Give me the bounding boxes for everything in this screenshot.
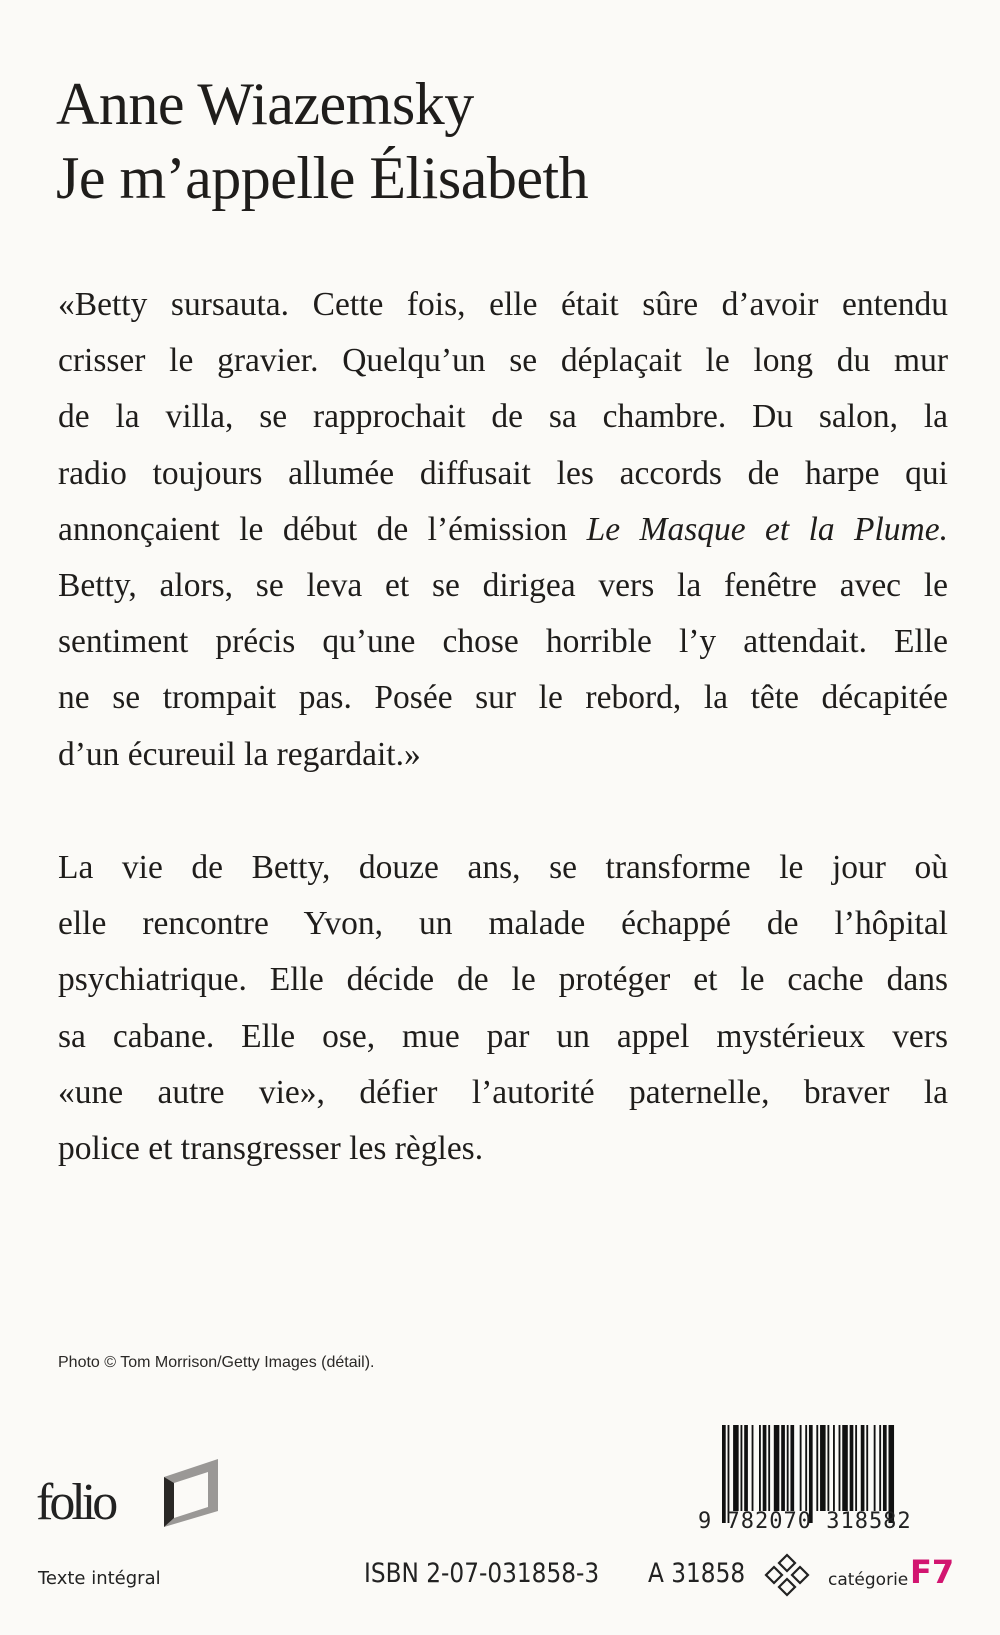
folio-logo bbox=[36, 1455, 196, 1530]
barcode-bar bbox=[774, 1425, 780, 1511]
barcode-bar bbox=[752, 1425, 754, 1511]
category-label: catégorie bbox=[828, 1570, 909, 1590]
isbn: ISBN 2-07-031858-3 bbox=[364, 1558, 600, 1589]
quote-line bbox=[58, 502, 948, 558]
summary-line: sa cabane. Elle ose, mue par un appel mystérieux vers bbox=[58, 1017, 948, 1055]
excerpt-quote bbox=[58, 277, 948, 783]
barcode-bar bbox=[790, 1425, 794, 1511]
summary-line: «une autre vie», défier l’autorité paternelle, braver la bbox=[58, 1073, 948, 1111]
barcode-bar bbox=[850, 1425, 854, 1511]
book-author: Anne Wiazemsky bbox=[56, 71, 474, 137]
barcode-bar bbox=[855, 1425, 857, 1511]
category-value: F7 bbox=[910, 1553, 955, 1591]
quote-line: radio toujours allumée diffusait les accords de harpe qui bbox=[58, 454, 948, 492]
barcode-bar bbox=[839, 1425, 841, 1511]
barcode-bar bbox=[827, 1425, 829, 1511]
barcode-bar bbox=[787, 1425, 789, 1511]
barcode-bar bbox=[820, 1425, 826, 1511]
emission-title: Le Masque et la Plume. bbox=[586, 510, 948, 548]
barcode-bar bbox=[866, 1425, 868, 1511]
barcode-bar bbox=[879, 1425, 881, 1511]
photo-credit: Photo © Tom Morrison/Getty Images (détail). bbox=[58, 1354, 375, 1371]
edition-label: Texte intégral bbox=[38, 1568, 161, 1589]
folio-mark-icon bbox=[158, 1455, 224, 1529]
barcode-number: 9 782070 318582 bbox=[698, 1509, 912, 1534]
book-title: Je m’appelle Élisabeth bbox=[56, 145, 589, 211]
barcode-bar bbox=[768, 1425, 770, 1511]
summary-line: police et transgresser les règles. bbox=[58, 1129, 484, 1167]
barcode-bar bbox=[763, 1425, 767, 1511]
barcode-bar bbox=[874, 1425, 876, 1511]
barcode-bar bbox=[759, 1425, 761, 1511]
barcode-bar bbox=[741, 1425, 743, 1511]
quote-text: annonçaient le début de l’émission bbox=[58, 510, 587, 548]
quote-line: d’un écureuil la regardait.» bbox=[58, 735, 421, 773]
quote-line: Betty, alors, se leva et se dirigea vers la fenêtre avec le bbox=[58, 566, 948, 604]
barcode-bar bbox=[800, 1425, 802, 1511]
catalog-code: A 31858 bbox=[648, 1558, 746, 1589]
barcode-bar bbox=[744, 1425, 748, 1511]
barcode-bar bbox=[833, 1425, 835, 1511]
barcode-bar bbox=[733, 1425, 739, 1511]
folio-logo-text: folio bbox=[36, 1474, 115, 1531]
quote-line: de la villa, se rapprochait de sa chambre. Du salon, la bbox=[58, 398, 948, 436]
quote-line: «Betty sursauta. Cette fois, elle était sûre d’avoir entendu bbox=[58, 286, 948, 323]
summary-line: elle rencontre Yvon, un malade échappé de l’hôpital bbox=[58, 905, 948, 943]
barcode-bar bbox=[805, 1425, 807, 1511]
quote-line: ne se trompait pas. Posée sur le rebord, la tête décapitée bbox=[58, 679, 948, 717]
quote-line: crisser le gravier. Quelqu’un se déplaçait le long du mur bbox=[58, 342, 948, 380]
barcode-bar bbox=[816, 1425, 818, 1511]
summary-line: La vie de Betty, douze ans, se transforme le jour où bbox=[58, 849, 948, 886]
folio-seal-icon bbox=[762, 1553, 812, 1597]
barcode-bar bbox=[781, 1425, 785, 1511]
barcode-bar bbox=[842, 1425, 848, 1511]
quote-line: sentiment précis qu’une chose horrible l’y attendait. Elle bbox=[58, 623, 948, 661]
summary-line: psychiatrique. Elle décide de le protéger et le cache dans bbox=[58, 961, 948, 999]
book-summary bbox=[58, 840, 948, 1177]
barcode-bar bbox=[883, 1425, 887, 1511]
barcode-bar bbox=[861, 1425, 865, 1511]
